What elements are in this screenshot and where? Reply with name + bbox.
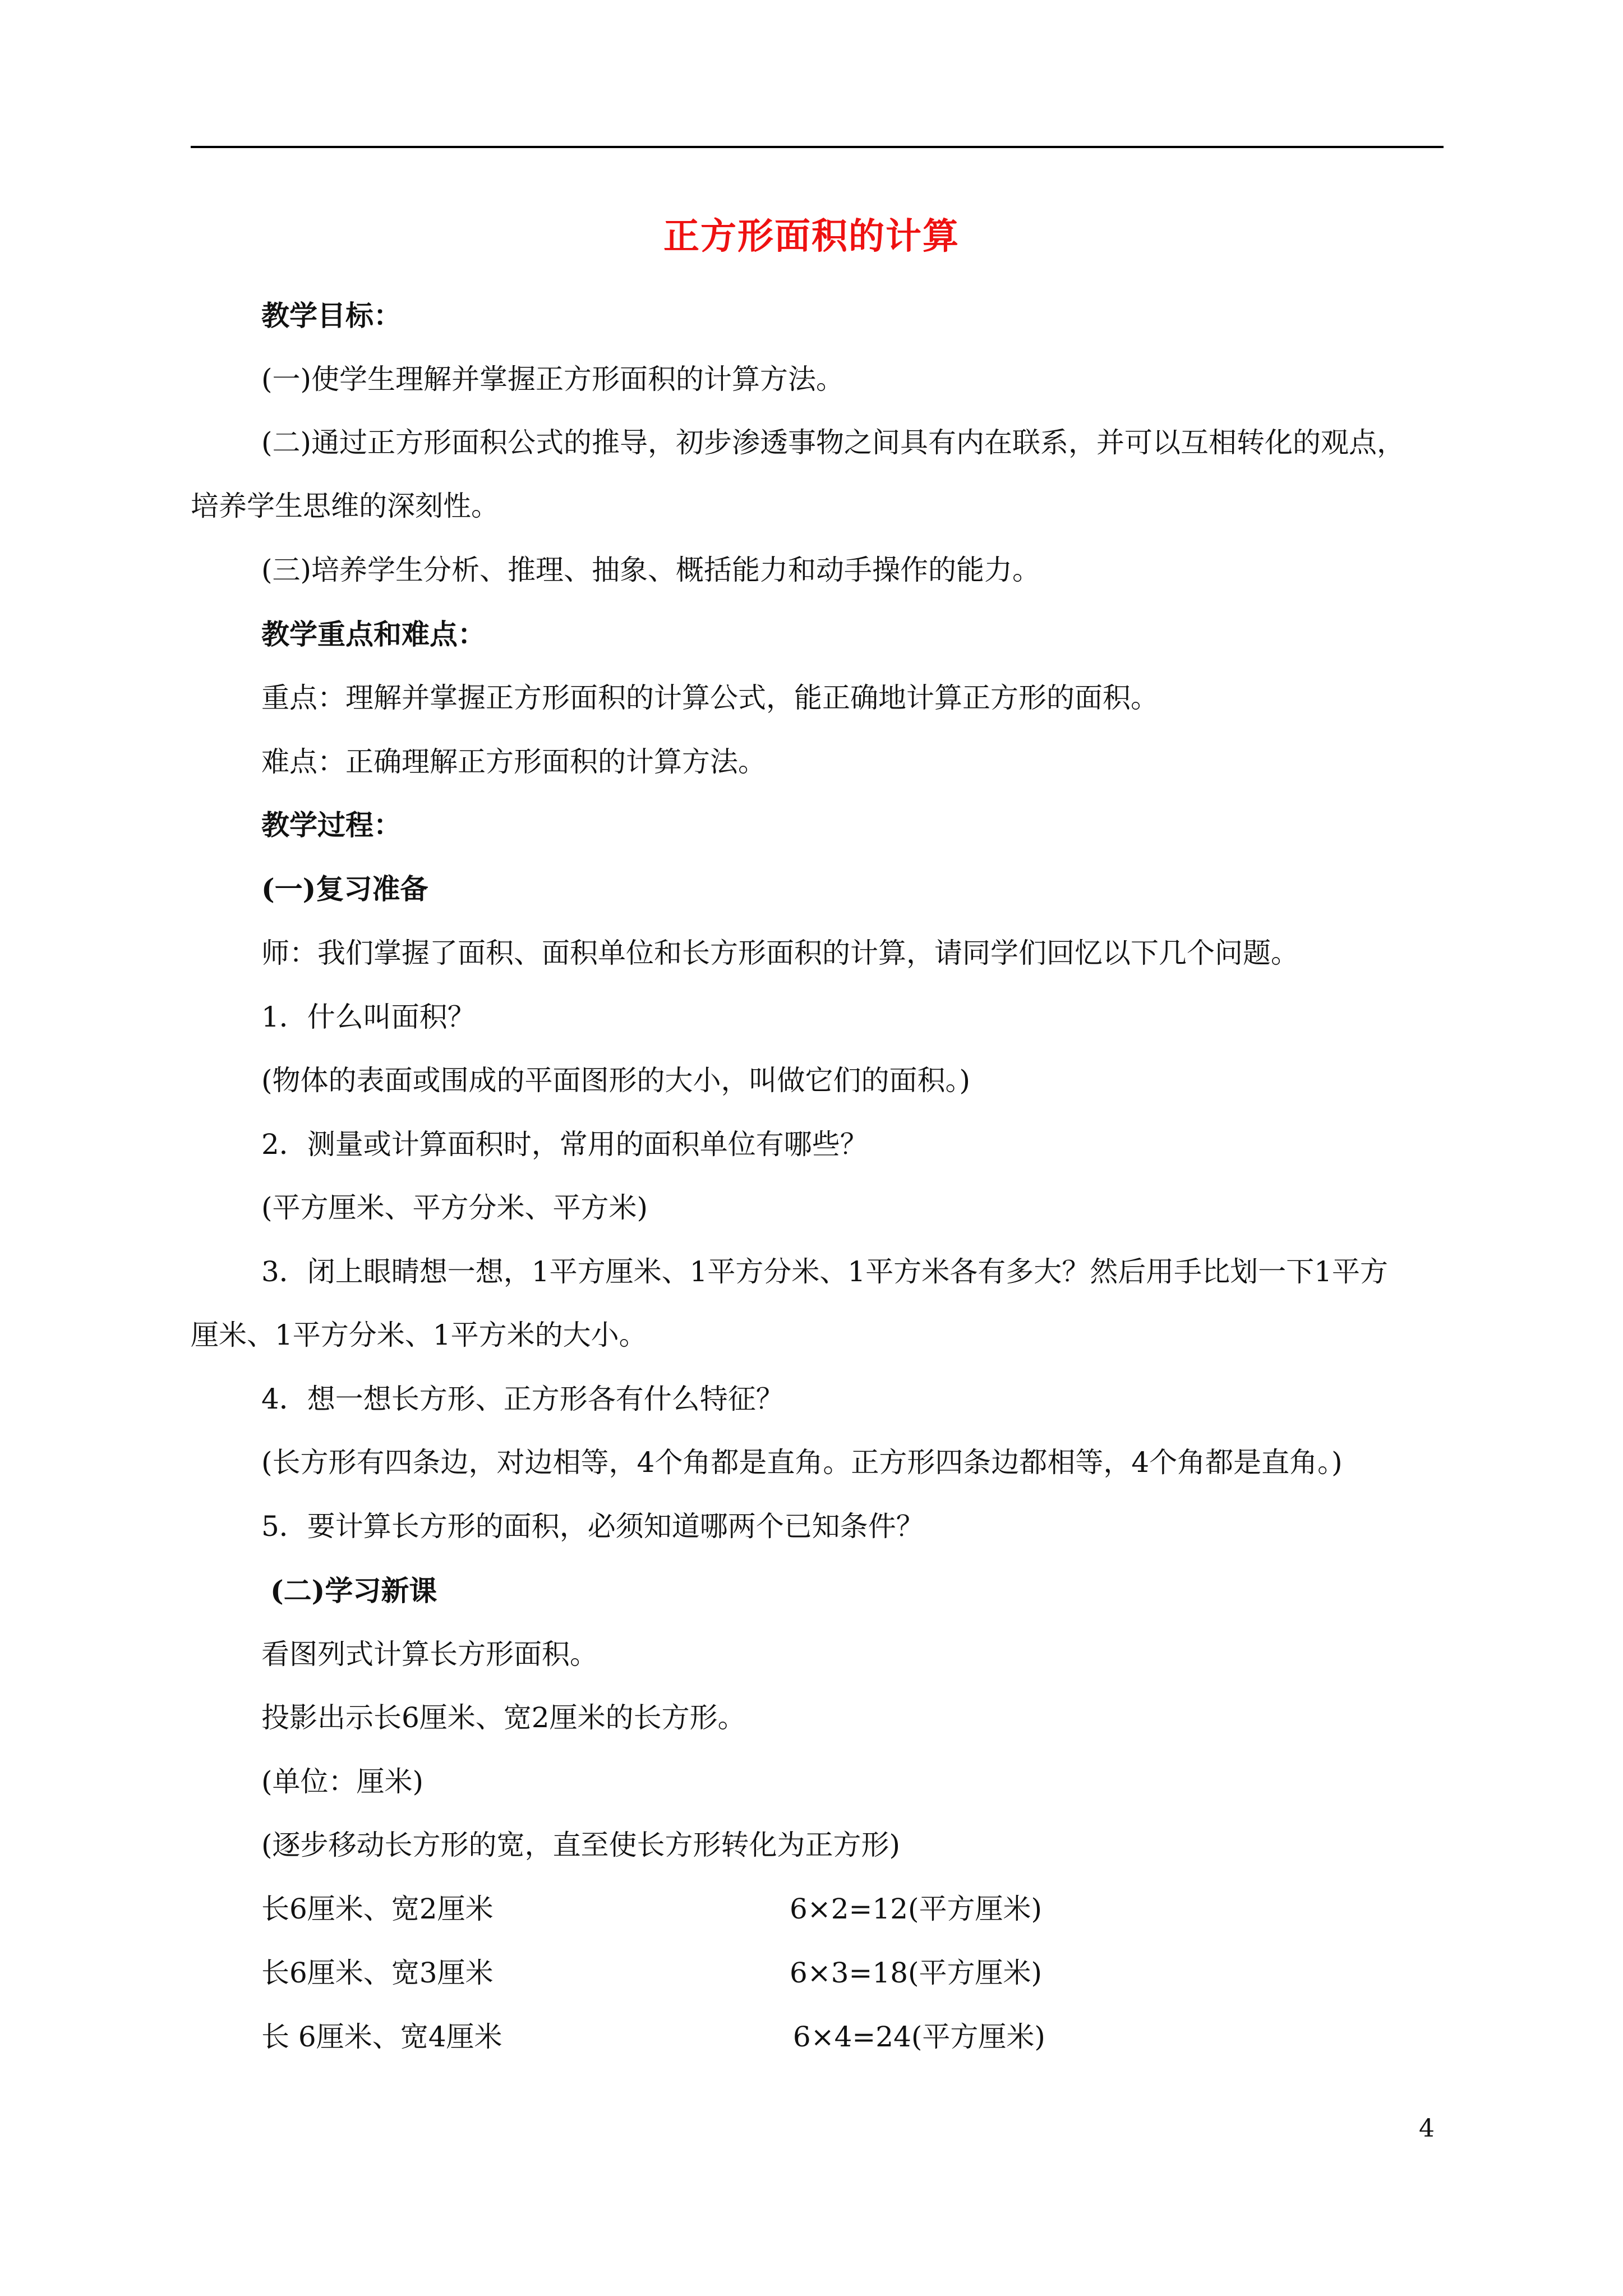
goal-1: (一)使学生理解并掌握正方形面积的计算方法。 [261, 363, 845, 395]
subsection-new-lesson: (二)学习新课 [270, 1574, 437, 1607]
question-3: 3．闭上眼睛想一想，1平方厘米、1平方分米、1平方米各有多大？然后用手比划一下1平方 [261, 1255, 1389, 1288]
question-2: 2．测量或计算面积时，常用的面积单位有哪些？ [261, 1128, 868, 1161]
question-1: 1．什么叫面积？ [261, 1001, 476, 1033]
header-rule [191, 146, 1444, 148]
rect-row-dims: 长 6厘米、宽4厘米 [261, 2021, 502, 2053]
subsection-review: (一)复习准备 [261, 872, 428, 905]
question-4: 4．想一想长方形、正方形各有什么特征？ [261, 1383, 784, 1415]
projection-note: 投影出示长6厘米、宽2厘米的长方形。 [261, 1701, 746, 1734]
new-lesson-intro: 看图列式计算长方形面积。 [261, 1638, 598, 1671]
rect-row-dims: 长6厘米、宽2厘米 [261, 1893, 494, 1925]
document-title: 正方形面积的计算 [663, 215, 960, 257]
rect-row-calc: 6×4=24(平方厘米) [784, 2021, 1045, 2053]
section-heading-process: 教学过程： [261, 808, 402, 841]
goal-2-continued: 培养学生思维的深刻性。 [191, 490, 499, 522]
rect-row-dims: 长6厘米、宽3厘米 [261, 1957, 494, 1989]
answer-2: (平方厘米、平方分米、平方米) [261, 1191, 648, 1224]
page-number: 4 [1419, 2114, 1435, 2143]
transform-note: (逐步移动长方形的宽，直至使长方形转化为正方形) [261, 1829, 901, 1861]
unit-note: (单位：厘米) [261, 1765, 424, 1798]
teacher-intro: 师：我们掌握了面积、面积单位和长方形面积的计算，请同学们回忆以下几个问题。 [261, 937, 1299, 969]
key-point: 重点：理解并掌握正方形面积的计算公式，能正确地计算正方形的面积。 [261, 682, 1159, 714]
goal-3: (三)培养学生分析、推理、抽象、概括能力和动手操作的能力。 [261, 554, 1041, 586]
question-5: 5．要计算长方形的面积，必须知道哪两个已知条件？ [261, 1510, 924, 1543]
question-3-continued: 厘米、1平方分米、1平方米的大小。 [191, 1319, 647, 1351]
section-heading-key-points: 教学重点和难点： [261, 618, 486, 651]
goal-2: (二)通过正方形面积公式的推导，初步渗透事物之间具有内在联系，并可以互相转化的观点， [261, 426, 1405, 459]
difficult-point: 难点：正确理解正方形面积的计算方法。 [261, 746, 766, 778]
rect-row-calc: 6×3=18(平方厘米) [790, 1957, 1043, 1989]
rect-row-calc: 6×2=12(平方厘米) [790, 1893, 1043, 1925]
answer-4: (长方形有四条边，对边相等，4个角都是直角。正方形四条边都相等，4个角都是直角。) [261, 1446, 1343, 1479]
section-heading-teaching-goals: 教学目标： [261, 299, 402, 332]
answer-1: (物体的表面或围成的平面图形的大小，叫做它们的面积。) [261, 1064, 971, 1097]
